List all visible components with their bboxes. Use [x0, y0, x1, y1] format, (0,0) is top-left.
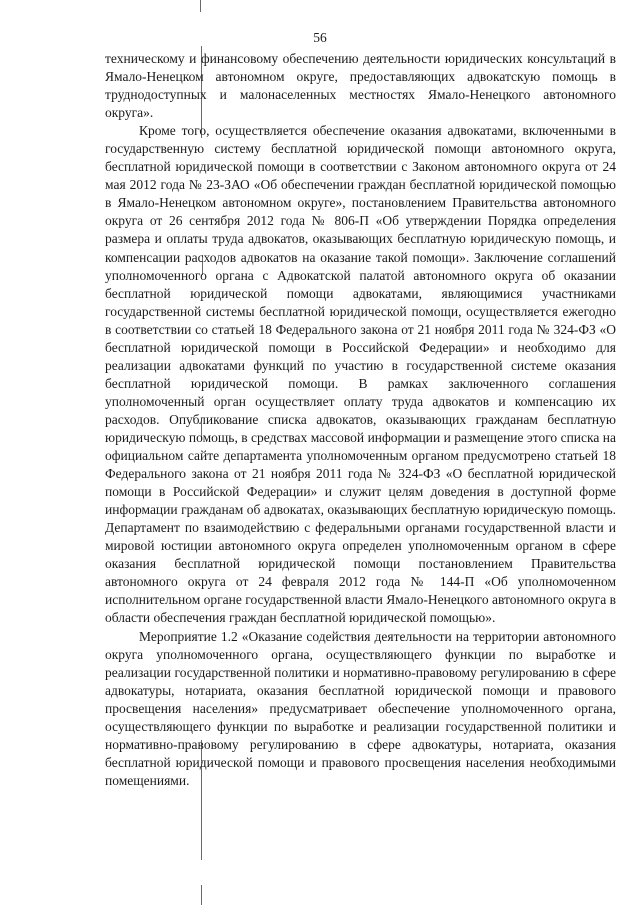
scan-binding-line-top: [200, 0, 201, 12]
paragraph-free-legal-aid: Кроме того, осуществляется обеспечение оказания адвокатами, включенными в государственную систему бесплатной юридической помощи автономного округа, бесплатной юридической помощи в соответствии с Законом автономного округа от 24 мая 2012 года № 23-ЗАО «Об обеспечении граждан бесплатной юридической помощью в Ямало-Ненецком автономном округе», постановлением Правительства автономного округа от 26 сентября 2012 года № 806-П «Об утверждении Порядка определения размера и оплаты труда адвокатов, оказывающих бесплатную юридическую помощь, и компенсации расходов адвокатов на оказание такой помощи». Заключение соглашений уполномоченного органа с Адвокатской палатой автономного округа об оказании бесплатной юридической помощи адвокатами, являющимися участниками государственной системы бесплатной юридической помощи, осуществляется ежегодно в соответствии со статьей 18 Федерального закона от 21 ноября 2011 года № 324-ФЗ «О бесплатной юридической помощи в Российской Федерации» и необходимо для реализации адвокатами функций по участию в государственной системе оказания бесплатной юридической помощи. В рамках заключенного соглашения уполномоченный орган осуществляет оплату труда адвокатов и компенсацию их расходов. Опубликование списка адвокатов, оказывающих гражданам бесплатную юридическую помощь, в средствах массовой информации и размещение этого списка на официальном сайте департамента уполномоченным органом предусмотрено статьей 18 Федерального закона от 21 ноября 2011 года № 324-ФЗ «О бесплатной юридической помощи в Российской Федерации» и служит целям доведения в доступной форме информации гражданам об адвокатах, оказывающих бесплатную юридическую помощь. Департамент по взаимодействию с федеральными органами государственной власти и мировой юстиции автономного округа определен уполномоченным органом в сфере оказания бесплатной юридической помощи постановлением Правительства автономного округа от 24 февраля 2012 года № 144-П «Об уполномоченном исполнительном органе государственной власти Ямало-Ненецкого автономного округа в области обеспечения граждан бесплатной юридической помощью».: [105, 123, 616, 626]
paragraph-measure-1-2: Мероприятие 1.2 «Оказание содействия деятельности на территории автономного округа уполномоченного органа, осуществляющего функции по выработке и реализации государственной политики и нормативно-правовому регулированию в сфере адвокатуры, нотариата, оказания бесплатной юридической помощи и правового просвещения населения» предусматривает обеспечение уполномоченного органа, осуществляющего функции по выработке и реализации государственной политики и нормативно-правовому регулированию в сфере адвокатуры, нотариата, оказания бесплатной юридической помощи и правового просвещения населения необходимыми помещениями.: [105, 628, 616, 788]
scan-binding-line-foot: [201, 885, 202, 905]
page-number: 56: [313, 30, 327, 45]
document-body: [105, 50, 616, 790]
paragraph-continuation: техническому и финансовому обеспечению деятельности юридических консультаций в Ямало-Ненецком автономном округе, предоставляющих адвокатскую помощь в труднодоступных и малонаселенных местностях Ямало-Ненецкого автономного округа».: [105, 51, 616, 121]
